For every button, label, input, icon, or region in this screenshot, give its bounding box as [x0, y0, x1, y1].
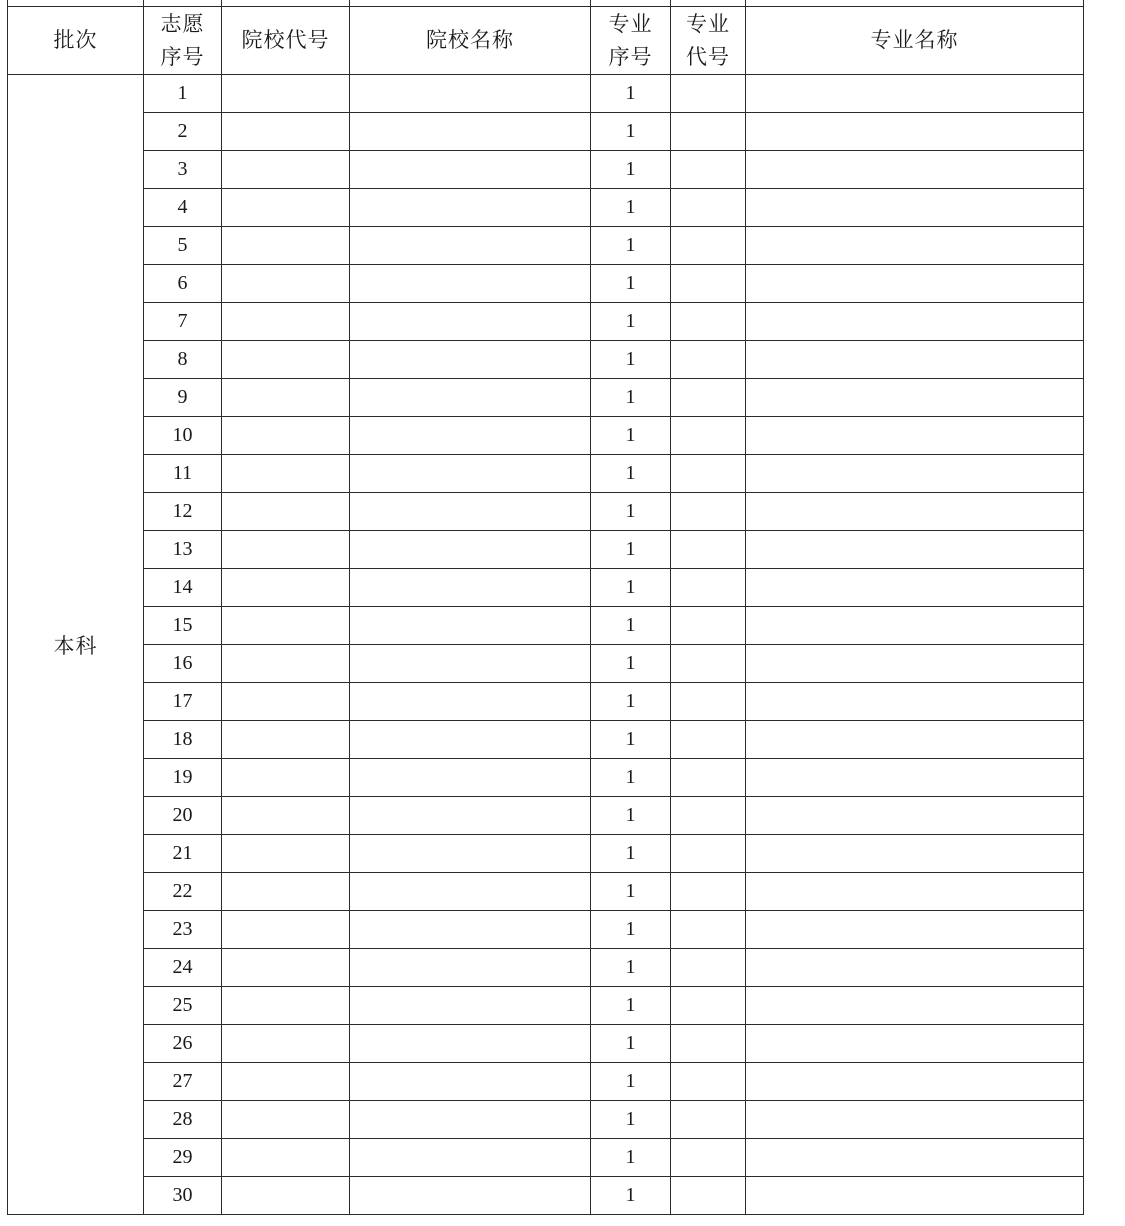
school-name-cell[interactable] [350, 949, 591, 987]
choice-number-cell: 22 [144, 873, 222, 911]
table-body [8, 75, 1084, 1215]
major-code-cell[interactable] [671, 227, 746, 265]
header-school-code: 院校代号 [222, 7, 350, 75]
choice-form-table [7, 6, 1084, 1215]
school-name-cell[interactable] [350, 113, 591, 151]
choice-number-cell: 14 [144, 569, 222, 607]
school-name-cell[interactable] [350, 303, 591, 341]
major-code-cell[interactable] [671, 1063, 746, 1101]
school-name-cell[interactable] [350, 911, 591, 949]
school-name-cell[interactable] [350, 227, 591, 265]
school-name-cell[interactable] [350, 379, 591, 417]
school-name-cell[interactable] [350, 873, 591, 911]
major-code-cell[interactable] [671, 683, 746, 721]
header-school-name: 院校名称 [350, 7, 591, 75]
table-row [8, 417, 1084, 455]
major-number-cell: 1 [591, 151, 671, 189]
major-code-cell[interactable] [671, 303, 746, 341]
header-major-code-line2: 代号 [686, 44, 730, 69]
choice-number-cell: 12 [144, 493, 222, 531]
major-code-cell[interactable] [671, 645, 746, 683]
header-major-code-line1: 专业 [686, 11, 730, 36]
major-name-cell[interactable] [746, 873, 1084, 911]
school-name-cell[interactable] [350, 1025, 591, 1063]
major-name-cell[interactable] [746, 911, 1084, 949]
major-number-cell: 1 [591, 987, 671, 1025]
major-name-cell[interactable] [746, 607, 1084, 645]
school-code-cell[interactable] [222, 531, 350, 569]
school-code-cell[interactable] [222, 759, 350, 797]
choice-number-cell: 21 [144, 835, 222, 873]
school-name-cell[interactable] [350, 531, 591, 569]
major-name-cell[interactable] [746, 417, 1084, 455]
school-code-cell[interactable] [222, 645, 350, 683]
table-row [8, 531, 1084, 569]
major-number-cell: 1 [591, 759, 671, 797]
table-row [8, 151, 1084, 189]
major-name-cell[interactable] [746, 645, 1084, 683]
table-header [8, 7, 1084, 75]
header-choice-number [144, 7, 222, 75]
major-code-cell[interactable] [671, 189, 746, 227]
major-name-cell[interactable] [746, 493, 1084, 531]
school-code-cell[interactable] [222, 683, 350, 721]
major-name-cell[interactable] [746, 227, 1084, 265]
major-name-cell[interactable] [746, 797, 1084, 835]
school-name-cell[interactable] [350, 265, 591, 303]
major-name-cell[interactable] [746, 949, 1084, 987]
school-name-cell[interactable] [350, 1101, 591, 1139]
major-number-cell: 1 [591, 683, 671, 721]
major-name-cell[interactable] [746, 189, 1084, 227]
header-major-number-line2: 序号 [608, 44, 653, 69]
table-row [8, 189, 1084, 227]
batch-cell: 本科 [8, 75, 144, 1215]
school-code-cell[interactable] [222, 569, 350, 607]
school-code-cell[interactable] [222, 987, 350, 1025]
major-number-cell: 1 [591, 835, 671, 873]
table-row [8, 303, 1084, 341]
major-number-cell: 1 [591, 911, 671, 949]
table-row [8, 493, 1084, 531]
choice-number-cell: 3 [144, 151, 222, 189]
major-name-cell[interactable] [746, 341, 1084, 379]
major-number-cell: 1 [591, 531, 671, 569]
major-number-cell: 1 [591, 341, 671, 379]
major-number-cell: 1 [591, 75, 671, 113]
school-code-cell[interactable] [222, 417, 350, 455]
choice-number-cell: 26 [144, 1025, 222, 1063]
header-major-number-line1: 专业 [608, 11, 653, 36]
choice-number-cell: 29 [144, 1139, 222, 1177]
table-row [8, 113, 1084, 151]
major-code-cell[interactable] [671, 1139, 746, 1177]
major-code-cell[interactable] [671, 835, 746, 873]
major-code-cell[interactable] [671, 759, 746, 797]
table-row [8, 987, 1084, 1025]
table-row [8, 645, 1084, 683]
choice-number-cell: 1 [144, 75, 222, 113]
school-code-cell[interactable] [222, 721, 350, 759]
choice-number-cell: 9 [144, 379, 222, 417]
choice-number-cell: 27 [144, 1063, 222, 1101]
choice-number-cell: 13 [144, 531, 222, 569]
choice-number-cell: 25 [144, 987, 222, 1025]
major-name-cell[interactable] [746, 455, 1084, 493]
school-code-cell[interactable] [222, 189, 350, 227]
table-row [8, 797, 1084, 835]
table-row [8, 227, 1084, 265]
header-batch: 批次 [8, 7, 144, 75]
major-name-cell[interactable] [746, 303, 1084, 341]
table-row [8, 911, 1084, 949]
table-row [8, 949, 1084, 987]
school-name-cell[interactable] [350, 1063, 591, 1101]
table-row [8, 1139, 1084, 1177]
choice-number-cell: 7 [144, 303, 222, 341]
major-name-cell[interactable] [746, 721, 1084, 759]
major-number-cell: 1 [591, 645, 671, 683]
major-code-cell[interactable] [671, 455, 746, 493]
major-number-cell: 1 [591, 1177, 671, 1215]
major-code-cell[interactable] [671, 265, 746, 303]
school-name-cell[interactable] [350, 797, 591, 835]
choice-number-cell: 20 [144, 797, 222, 835]
choice-number-cell: 2 [144, 113, 222, 151]
school-name-cell[interactable] [350, 493, 591, 531]
major-code-cell[interactable] [671, 607, 746, 645]
header-row [8, 7, 1084, 75]
school-code-cell[interactable] [222, 455, 350, 493]
school-code-cell[interactable] [222, 151, 350, 189]
school-code-cell[interactable] [222, 1101, 350, 1139]
school-name-cell[interactable] [350, 417, 591, 455]
major-name-cell[interactable] [746, 759, 1084, 797]
header-major-number [591, 7, 671, 75]
table-row [8, 607, 1084, 645]
school-code-cell[interactable] [222, 873, 350, 911]
major-name-cell[interactable] [746, 1177, 1084, 1215]
header-choice-number-line1: 志愿 [160, 11, 205, 36]
table-row [8, 569, 1084, 607]
major-code-cell[interactable] [671, 721, 746, 759]
major-name-cell[interactable] [746, 151, 1084, 189]
major-name-cell[interactable] [746, 113, 1084, 151]
major-code-cell[interactable] [671, 949, 746, 987]
choice-number-cell: 23 [144, 911, 222, 949]
major-number-cell: 1 [591, 1139, 671, 1177]
choice-number-cell: 17 [144, 683, 222, 721]
major-number-cell: 1 [591, 797, 671, 835]
school-code-cell[interactable] [222, 75, 350, 113]
major-number-cell: 1 [591, 721, 671, 759]
major-number-cell: 1 [591, 417, 671, 455]
school-name-cell[interactable] [350, 987, 591, 1025]
school-code-cell[interactable] [222, 835, 350, 873]
school-code-cell[interactable] [222, 493, 350, 531]
major-name-cell[interactable] [746, 75, 1084, 113]
major-name-cell[interactable] [746, 379, 1084, 417]
major-name-cell[interactable] [746, 265, 1084, 303]
header-major-name: 专业名称 [746, 7, 1084, 75]
major-code-cell[interactable] [671, 75, 746, 113]
school-name-cell[interactable] [350, 835, 591, 873]
school-name-cell[interactable] [350, 341, 591, 379]
school-name-cell[interactable] [350, 1139, 591, 1177]
school-code-cell[interactable] [222, 341, 350, 379]
header-choice-number-line2: 序号 [160, 44, 205, 69]
school-name-cell[interactable] [350, 683, 591, 721]
table-row [8, 1025, 1084, 1063]
major-code-cell[interactable] [671, 987, 746, 1025]
table-row [8, 455, 1084, 493]
major-name-cell[interactable] [746, 987, 1084, 1025]
school-code-cell[interactable] [222, 949, 350, 987]
school-code-cell[interactable] [222, 1025, 350, 1063]
school-name-cell[interactable] [350, 645, 591, 683]
school-name-cell[interactable] [350, 569, 591, 607]
major-name-cell[interactable] [746, 1063, 1084, 1101]
major-number-cell: 1 [591, 607, 671, 645]
major-number-cell: 1 [591, 379, 671, 417]
choice-number-cell: 11 [144, 455, 222, 493]
school-code-cell[interactable] [222, 379, 350, 417]
school-name-cell[interactable] [350, 721, 591, 759]
table-row [8, 265, 1084, 303]
major-code-cell[interactable] [671, 873, 746, 911]
choice-number-cell: 18 [144, 721, 222, 759]
table-row [8, 835, 1084, 873]
major-name-cell[interactable] [746, 1139, 1084, 1177]
table-row [8, 873, 1084, 911]
school-code-cell[interactable] [222, 1177, 350, 1215]
choice-number-cell: 10 [144, 417, 222, 455]
school-name-cell[interactable] [350, 75, 591, 113]
choice-number-cell: 24 [144, 949, 222, 987]
table-row [8, 1063, 1084, 1101]
major-number-cell: 1 [591, 265, 671, 303]
school-code-cell[interactable] [222, 607, 350, 645]
major-code-cell[interactable] [671, 1101, 746, 1139]
school-code-cell[interactable] [222, 911, 350, 949]
major-number-cell: 1 [591, 949, 671, 987]
major-name-cell[interactable] [746, 1025, 1084, 1063]
school-code-cell[interactable] [222, 265, 350, 303]
table-row [8, 721, 1084, 759]
major-number-cell: 1 [591, 1063, 671, 1101]
school-name-cell[interactable] [350, 455, 591, 493]
major-number-cell: 1 [591, 1025, 671, 1063]
major-number-cell: 1 [591, 493, 671, 531]
major-number-cell: 1 [591, 227, 671, 265]
choice-number-cell: 8 [144, 341, 222, 379]
header-major-code [671, 7, 746, 75]
major-number-cell: 1 [591, 569, 671, 607]
major-number-cell: 1 [591, 873, 671, 911]
major-code-cell[interactable] [671, 341, 746, 379]
table-row [8, 759, 1084, 797]
school-code-cell[interactable] [222, 227, 350, 265]
school-code-cell[interactable] [222, 1063, 350, 1101]
school-name-cell[interactable] [350, 759, 591, 797]
table-row [8, 1177, 1084, 1215]
choice-number-cell: 16 [144, 645, 222, 683]
school-code-cell[interactable] [222, 113, 350, 151]
major-code-cell[interactable] [671, 151, 746, 189]
choice-number-cell: 6 [144, 265, 222, 303]
major-number-cell: 1 [591, 455, 671, 493]
major-number-cell: 1 [591, 113, 671, 151]
major-code-cell[interactable] [671, 1177, 746, 1215]
major-code-cell[interactable] [671, 417, 746, 455]
school-name-cell[interactable] [350, 189, 591, 227]
table-row [8, 1101, 1084, 1139]
choice-number-cell: 19 [144, 759, 222, 797]
major-name-cell[interactable] [746, 531, 1084, 569]
major-code-cell[interactable] [671, 911, 746, 949]
school-code-cell[interactable] [222, 1139, 350, 1177]
major-name-cell[interactable] [746, 683, 1084, 721]
school-name-cell[interactable] [350, 151, 591, 189]
major-code-cell[interactable] [671, 1025, 746, 1063]
major-number-cell: 1 [591, 303, 671, 341]
choice-number-cell: 28 [144, 1101, 222, 1139]
school-code-cell[interactable] [222, 797, 350, 835]
school-name-cell[interactable] [350, 1177, 591, 1215]
choice-number-cell: 4 [144, 189, 222, 227]
major-name-cell[interactable] [746, 835, 1084, 873]
table-row [8, 75, 1084, 113]
major-code-cell[interactable] [671, 493, 746, 531]
choice-number-cell: 30 [144, 1177, 222, 1215]
major-code-cell[interactable] [671, 379, 746, 417]
table-row [8, 683, 1084, 721]
major-number-cell: 1 [591, 1101, 671, 1139]
major-number-cell: 1 [591, 189, 671, 227]
major-name-cell[interactable] [746, 1101, 1084, 1139]
table-row [8, 379, 1084, 417]
school-name-cell[interactable] [350, 607, 591, 645]
major-code-cell[interactable] [671, 797, 746, 835]
major-code-cell[interactable] [671, 569, 746, 607]
school-code-cell[interactable] [222, 303, 350, 341]
choice-number-cell: 15 [144, 607, 222, 645]
major-name-cell[interactable] [746, 569, 1084, 607]
major-code-cell[interactable] [671, 113, 746, 151]
major-code-cell[interactable] [671, 531, 746, 569]
table-row [8, 341, 1084, 379]
choice-number-cell: 5 [144, 227, 222, 265]
